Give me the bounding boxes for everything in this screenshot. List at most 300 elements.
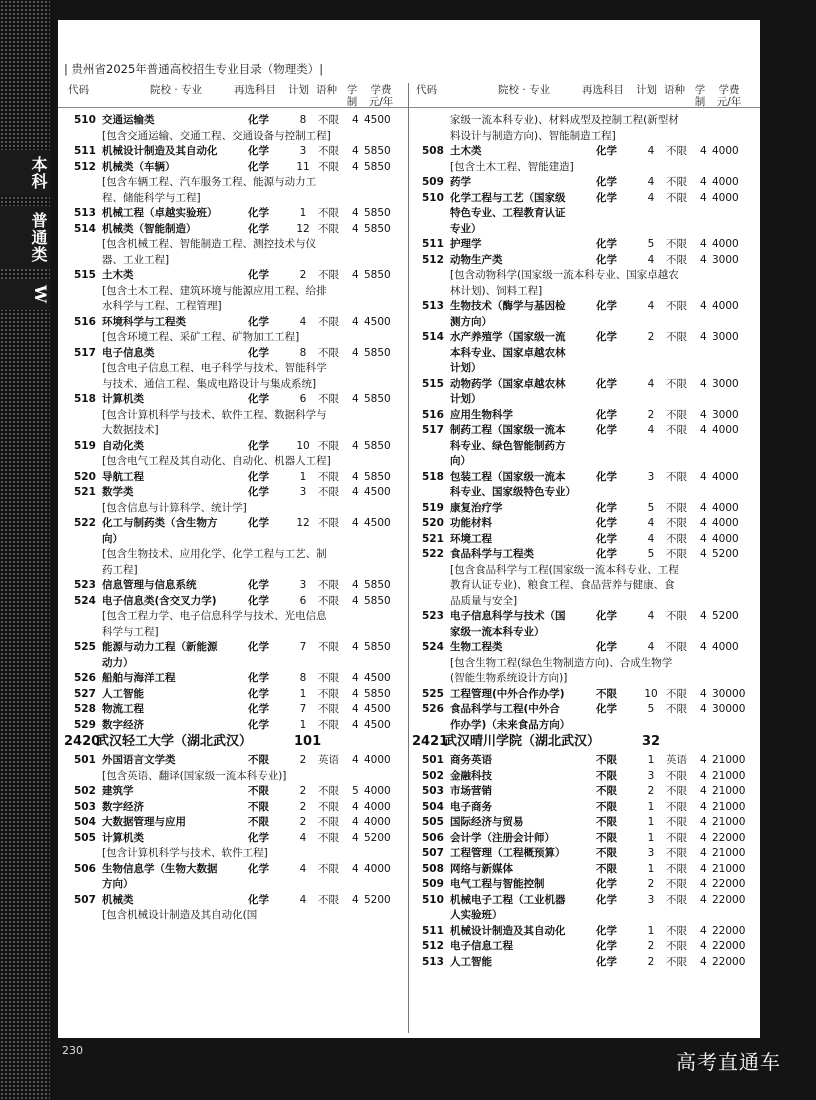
major-plan: 4 (647, 300, 655, 312)
header-fee-right: 学费元/年 (716, 84, 742, 108)
major-code: 509 (422, 878, 444, 890)
major-row (64, 640, 404, 656)
major-subject: 化学 (596, 532, 617, 545)
major-years: 4 (700, 955, 707, 968)
major-code: 514 (74, 222, 96, 235)
major-row (64, 687, 404, 703)
major-years: 4 (700, 238, 707, 250)
major-name: 工程管理（工程概预算） (450, 847, 566, 859)
major-note: 家级一流本科专业)、材料成型及控制工程(新型材料设计与制造方向)、智能制造工程] (450, 114, 679, 142)
major-plan: 6 (299, 594, 307, 607)
header-years-right: 学制 (694, 84, 706, 108)
major-subject: 化学 (596, 641, 617, 653)
major-row (64, 516, 404, 532)
major-code: 506 (74, 862, 96, 875)
major-subject: 化学 (596, 548, 617, 560)
major-subject: 化学 (596, 253, 617, 266)
header-subject: 再选科目 (234, 84, 276, 96)
major-code: 513 (422, 955, 444, 968)
major-name: 国际经济与贸易 (450, 816, 524, 828)
major-subject: 化学 (248, 641, 269, 653)
major-subject: 化学 (596, 238, 617, 250)
major-plan: 10 (644, 687, 658, 700)
page-number: 230 (62, 1044, 83, 1057)
major-note: [包含电气工程及其自动化、自动化、机器人工程] (102, 455, 331, 467)
major-subject: 化学 (248, 207, 269, 219)
major-name: 船舶与海洋工程 (102, 672, 176, 684)
major-name: 能源与动力工程（新能源 (102, 641, 218, 653)
major-subject: 化学 (596, 517, 617, 529)
brand-watermark: 高考直通车 (676, 1050, 781, 1074)
major-row (412, 702, 752, 718)
major-fee: 5850 (364, 579, 391, 591)
major-subject: 不限 (596, 831, 617, 844)
major-subject: 化学 (248, 486, 269, 498)
major-language: 不限 (318, 800, 339, 813)
major-name: 包装工程（国家级一流本 (450, 470, 566, 483)
major-subject: 化学 (596, 424, 617, 436)
major-fee: 4000 (364, 800, 391, 813)
major-language: 不限 (318, 439, 339, 452)
major-language: 不限 (666, 893, 687, 906)
major-name: 网络与新媒体 (450, 862, 513, 875)
major-code: 507 (74, 893, 96, 906)
major-name: 数字经济 (102, 800, 144, 813)
major-plan: 4 (647, 253, 655, 266)
major-note: [包含动物科学(国家级一流本科专业、国家卓越农林计划)、饲料工程] (450, 269, 679, 297)
major-code: 520 (422, 517, 444, 529)
major-note: [包含生物工程(绿色生物制造方向)、合成生物学(智能生物系统设计方向)] (450, 656, 673, 684)
major-plan: 1 (299, 687, 307, 700)
major-years: 4 (352, 269, 359, 281)
major-fee: 5850 (364, 470, 391, 483)
major-subject: 化学 (248, 893, 269, 906)
major-note: [包含工程力学、电子信息科学与技术、光电信息科学与工程] (102, 610, 327, 638)
major-subject: 不限 (596, 754, 617, 766)
page-title: | 贵州省2025年普通高校招生专业目录（物理类）| (64, 62, 324, 76)
major-name: 制药工程（国家级一流本 (450, 424, 566, 436)
major-subject: 化学 (596, 470, 617, 483)
major-language: 不限 (318, 579, 339, 591)
major-name: 食品科学与工程(中外合 (450, 703, 560, 715)
major-subject: 化学 (248, 393, 269, 405)
major-subject: 化学 (248, 269, 269, 281)
side-tab-general: 普通类 (0, 206, 50, 269)
major-name-continued: 专业） (450, 222, 482, 235)
major-language: 不限 (318, 517, 339, 529)
major-code: 528 (74, 703, 96, 715)
institution-code: 2421 (412, 734, 449, 749)
major-fee: 3000 (712, 408, 739, 421)
major-code: 520 (74, 470, 96, 483)
major-years: 4 (352, 145, 359, 157)
major-plan: 4 (647, 191, 655, 204)
major-code: 505 (422, 816, 444, 828)
major-fee: 22000 (712, 878, 746, 890)
major-subject: 化学 (248, 145, 269, 157)
institution-plan: 101 (294, 734, 322, 749)
major-row (64, 222, 404, 238)
major-row (64, 831, 404, 847)
major-subject: 化学 (248, 687, 269, 700)
major-years: 4 (700, 470, 707, 483)
major-row (412, 175, 752, 191)
major-years: 4 (700, 893, 707, 906)
major-subject: 不限 (596, 862, 617, 875)
major-code: 503 (422, 785, 444, 797)
major-language: 英语 (666, 754, 687, 766)
header-name-right: 院校 · 专业 (498, 84, 551, 96)
major-name: 计算机类 (102, 393, 144, 405)
major-row (412, 299, 752, 315)
major-language: 不限 (666, 769, 687, 782)
major-fee: 21000 (712, 862, 746, 875)
major-plan: 4 (299, 893, 307, 906)
major-fee: 5200 (712, 548, 739, 560)
major-fee: 5850 (364, 207, 391, 219)
major-name: 会计学（注册会计师） (450, 831, 555, 844)
major-name: 环境科学与工程类 (102, 315, 186, 328)
major-name: 商务英语 (450, 754, 492, 766)
major-language: 不限 (666, 687, 687, 700)
major-language: 不限 (666, 331, 687, 343)
institution-name: 武汉晴川学院（湖北武汉） (444, 734, 601, 749)
major-fee: 4000 (712, 501, 739, 514)
major-name: 物流工程 (102, 703, 144, 715)
major-row (412, 609, 752, 625)
major-years: 4 (700, 253, 707, 266)
major-name-continued: 科专业、国家级特色专业） (450, 486, 576, 498)
major-subject: 化学 (596, 300, 617, 312)
major-code: 521 (422, 532, 444, 545)
major-years: 4 (352, 687, 359, 700)
major-language: 不限 (666, 878, 687, 890)
major-fee: 5200 (712, 610, 739, 622)
major-row (412, 547, 752, 563)
major-subject: 化学 (596, 893, 617, 906)
major-name: 市场营销 (450, 785, 492, 797)
major-fee: 5850 (364, 439, 391, 452)
major-code: 509 (422, 176, 444, 188)
major-code: 515 (422, 377, 444, 390)
major-note: [包含英语、翻译(国家级一流本科专业)] (102, 769, 287, 782)
right-column (412, 113, 752, 970)
major-code: 518 (74, 393, 96, 405)
major-subject: 化学 (248, 439, 269, 452)
column-headers (58, 83, 760, 108)
major-fee: 21000 (712, 816, 746, 828)
major-code: 524 (74, 594, 96, 607)
major-row (412, 532, 752, 548)
major-subject: 化学 (248, 222, 269, 235)
major-fee: 22000 (712, 924, 746, 937)
major-fee: 4000 (712, 532, 739, 545)
major-fee: 4500 (364, 672, 391, 684)
major-name: 康复治疗学 (450, 501, 503, 514)
major-name-continued: 动力） (102, 656, 134, 669)
major-row (412, 144, 752, 160)
major-fee: 3000 (712, 331, 739, 343)
major-row (412, 253, 752, 269)
major-name: 生物信息学（生物大数据 (102, 862, 218, 875)
major-row (64, 862, 404, 878)
major-note: [包含生物技术、应用化学、化学工程与工艺、制药工程] (102, 548, 327, 576)
major-fee: 4500 (364, 517, 391, 529)
major-subject: 化学 (596, 924, 617, 937)
header-code: 代码 (68, 84, 89, 96)
major-row (64, 113, 404, 129)
major-row (412, 815, 752, 831)
major-language: 不限 (666, 800, 687, 813)
major-years: 4 (352, 816, 359, 828)
major-row (412, 831, 752, 847)
major-name-continued: 家级一流本科专业） (450, 625, 545, 638)
major-subject: 化学 (248, 160, 269, 173)
major-subject: 化学 (596, 878, 617, 890)
major-years: 4 (352, 800, 359, 813)
major-language: 不限 (666, 847, 687, 859)
major-years: 4 (700, 501, 707, 514)
major-name-continued: 科专业、绿色智能制药方 (450, 439, 566, 452)
major-years: 4 (352, 470, 359, 483)
major-years: 4 (700, 641, 707, 653)
major-name: 化学工程与工艺（国家级 (450, 191, 566, 204)
major-fee: 5850 (364, 145, 391, 157)
major-name: 交通运输类 (102, 114, 155, 126)
major-plan: 4 (299, 315, 307, 328)
major-code: 522 (74, 517, 96, 529)
major-subject: 不限 (248, 754, 269, 766)
major-code: 522 (422, 548, 444, 560)
column-divider (408, 83, 409, 1033)
major-name: 电子信息类 (102, 346, 155, 359)
major-row (412, 753, 752, 769)
major-language: 不限 (666, 253, 687, 266)
major-name: 导航工程 (102, 470, 144, 483)
major-language: 不限 (666, 785, 687, 797)
major-name-continued: 计划） (450, 362, 482, 374)
major-plan: 1 (647, 800, 655, 813)
major-years: 4 (352, 579, 359, 591)
major-plan: 3 (647, 893, 655, 906)
major-row (412, 862, 752, 878)
major-name-continued: 本科专业、国家卓越农林 (450, 346, 566, 359)
major-plan: 3 (299, 579, 307, 591)
major-fee: 5850 (364, 687, 391, 700)
major-plan: 2 (299, 816, 307, 828)
major-row (412, 924, 752, 940)
major-name: 电子信息工程 (450, 940, 513, 952)
major-fee: 5850 (364, 222, 391, 235)
header-plan-right: 计划 (636, 84, 657, 96)
major-code: 512 (74, 160, 96, 173)
major-plan: 2 (647, 955, 655, 968)
major-subject: 不限 (248, 800, 269, 813)
major-plan: 3 (647, 847, 655, 859)
major-name: 机械类（智能制造） (102, 222, 197, 235)
major-plan: 2 (647, 940, 655, 952)
major-years: 4 (700, 408, 707, 421)
major-name: 土木类 (450, 145, 482, 157)
major-language: 不限 (666, 940, 687, 952)
major-plan: 4 (647, 517, 655, 529)
major-row (64, 144, 404, 160)
major-row (64, 392, 404, 408)
major-name: 化工与制药类（含生物方 (102, 517, 218, 529)
major-plan: 12 (296, 222, 310, 235)
major-fee: 5200 (364, 831, 391, 844)
header-years: 学制 (346, 84, 358, 108)
major-language: 不限 (318, 785, 339, 797)
major-plan: 2 (299, 269, 307, 281)
major-name: 动物药学（国家卓越农林 (450, 377, 566, 390)
major-fee: 5200 (364, 893, 391, 906)
header-lang-right: 语种 (664, 84, 685, 96)
major-name: 环境工程 (450, 532, 492, 545)
header-fee: 学费元/年 (368, 84, 394, 108)
major-name: 人工智能 (102, 687, 144, 700)
major-name: 土木类 (102, 269, 134, 281)
major-years: 4 (700, 687, 707, 700)
major-fee: 21000 (712, 769, 746, 782)
major-plan: 8 (299, 114, 307, 126)
major-years: 4 (352, 862, 359, 875)
institution-row (64, 734, 404, 752)
major-years: 4 (700, 703, 707, 715)
major-years: 4 (352, 672, 359, 684)
major-plan: 1 (647, 754, 655, 766)
major-subject: 化学 (248, 346, 269, 359)
major-subject: 化学 (248, 672, 269, 684)
major-language: 不限 (318, 470, 339, 483)
major-row (412, 408, 752, 424)
major-code: 510 (422, 191, 444, 204)
major-plan: 4 (647, 176, 655, 188)
major-name: 建筑学 (102, 785, 134, 797)
major-code: 519 (74, 439, 96, 452)
major-code: 501 (422, 754, 444, 766)
major-plan: 2 (647, 878, 655, 890)
major-name: 药学 (450, 176, 471, 188)
major-name: 工程管理(中外合作办学) (450, 687, 565, 700)
major-plan: 11 (296, 160, 310, 173)
major-plan: 4 (299, 831, 307, 844)
major-plan: 1 (647, 924, 655, 937)
major-language: 不限 (318, 816, 339, 828)
major-name: 机械类（车辆） (102, 160, 176, 173)
major-name-continued: 作办学)（未来食品方向） (450, 718, 571, 731)
major-years: 4 (352, 315, 359, 328)
major-row (64, 702, 404, 718)
major-row (64, 160, 404, 176)
major-years: 4 (352, 114, 359, 126)
major-row (412, 423, 752, 439)
major-code: 502 (422, 769, 444, 782)
side-tab-w: W (0, 279, 50, 310)
major-code: 527 (74, 687, 96, 700)
major-plan: 5 (647, 548, 655, 560)
major-fee: 4000 (712, 176, 739, 188)
major-note: [包含机械工程、智能制造工程、测控技术与仪器、工业工程] (102, 238, 317, 266)
major-plan: 4 (647, 641, 655, 653)
side-tabs (0, 150, 50, 320)
major-name: 机械设计制造及其自动化 (102, 145, 218, 157)
major-row (64, 800, 404, 816)
header-subject-right: 再选科目 (582, 84, 624, 96)
major-name: 金融科技 (450, 769, 492, 782)
major-plan: 2 (647, 408, 655, 421)
major-subject: 不限 (596, 687, 617, 700)
major-language: 不限 (666, 377, 687, 390)
major-language: 不限 (666, 470, 687, 483)
major-years: 4 (700, 532, 707, 545)
major-plan: 2 (299, 800, 307, 813)
major-name: 生物工程类 (450, 641, 503, 653)
major-subject: 化学 (596, 145, 617, 157)
major-row (64, 594, 404, 610)
major-language: 不限 (318, 687, 339, 700)
major-note: [包含计算机科学与技术、软件工程、数据科学与大数据技术] (102, 408, 327, 436)
major-language: 不限 (318, 831, 339, 844)
major-years: 4 (700, 754, 707, 766)
major-code: 513 (422, 300, 444, 312)
major-language: 不限 (666, 831, 687, 844)
major-name-continued: 方向） (102, 878, 134, 890)
major-row (412, 893, 752, 909)
major-plan: 12 (296, 517, 310, 529)
major-subject: 化学 (596, 501, 617, 514)
side-tab-undergrad: 本科 (0, 150, 50, 196)
major-code: 525 (422, 687, 444, 700)
major-row (64, 206, 404, 222)
major-plan: 2 (299, 785, 307, 797)
major-fee: 30000 (712, 687, 746, 700)
major-plan: 1 (299, 718, 307, 731)
major-years: 4 (352, 346, 359, 359)
major-subject: 化学 (248, 579, 269, 591)
major-fee: 21000 (712, 754, 746, 766)
major-name: 应用生物科学 (450, 408, 513, 421)
major-language: 不限 (666, 924, 687, 937)
major-name: 电气工程与智能控制 (450, 878, 545, 890)
major-name: 机械类 (102, 893, 134, 906)
major-subject: 化学 (596, 610, 617, 622)
major-plan: 7 (299, 641, 307, 653)
major-plan: 3 (299, 486, 307, 498)
major-code: 519 (422, 501, 444, 514)
major-row (412, 769, 752, 785)
major-fee: 5850 (364, 393, 391, 405)
major-subject: 不限 (596, 816, 617, 828)
major-subject: 不限 (248, 785, 269, 797)
major-subject: 化学 (248, 315, 269, 328)
major-code: 504 (422, 800, 444, 813)
major-fee: 4000 (364, 816, 391, 828)
major-code: 508 (422, 862, 444, 875)
major-code: 501 (74, 754, 96, 766)
major-language: 不限 (318, 393, 339, 405)
major-code: 516 (74, 315, 96, 328)
major-years: 4 (700, 300, 707, 312)
major-fee: 4500 (364, 703, 391, 715)
major-years: 5 (352, 785, 359, 797)
major-row (64, 470, 404, 486)
major-note: [包含车辆工程、汽车服务工程、能源与动力工程、储能科学与工程] (102, 176, 317, 204)
major-subject: 化学 (248, 517, 269, 529)
major-row (64, 439, 404, 455)
major-row (64, 784, 404, 800)
major-row (412, 330, 752, 346)
